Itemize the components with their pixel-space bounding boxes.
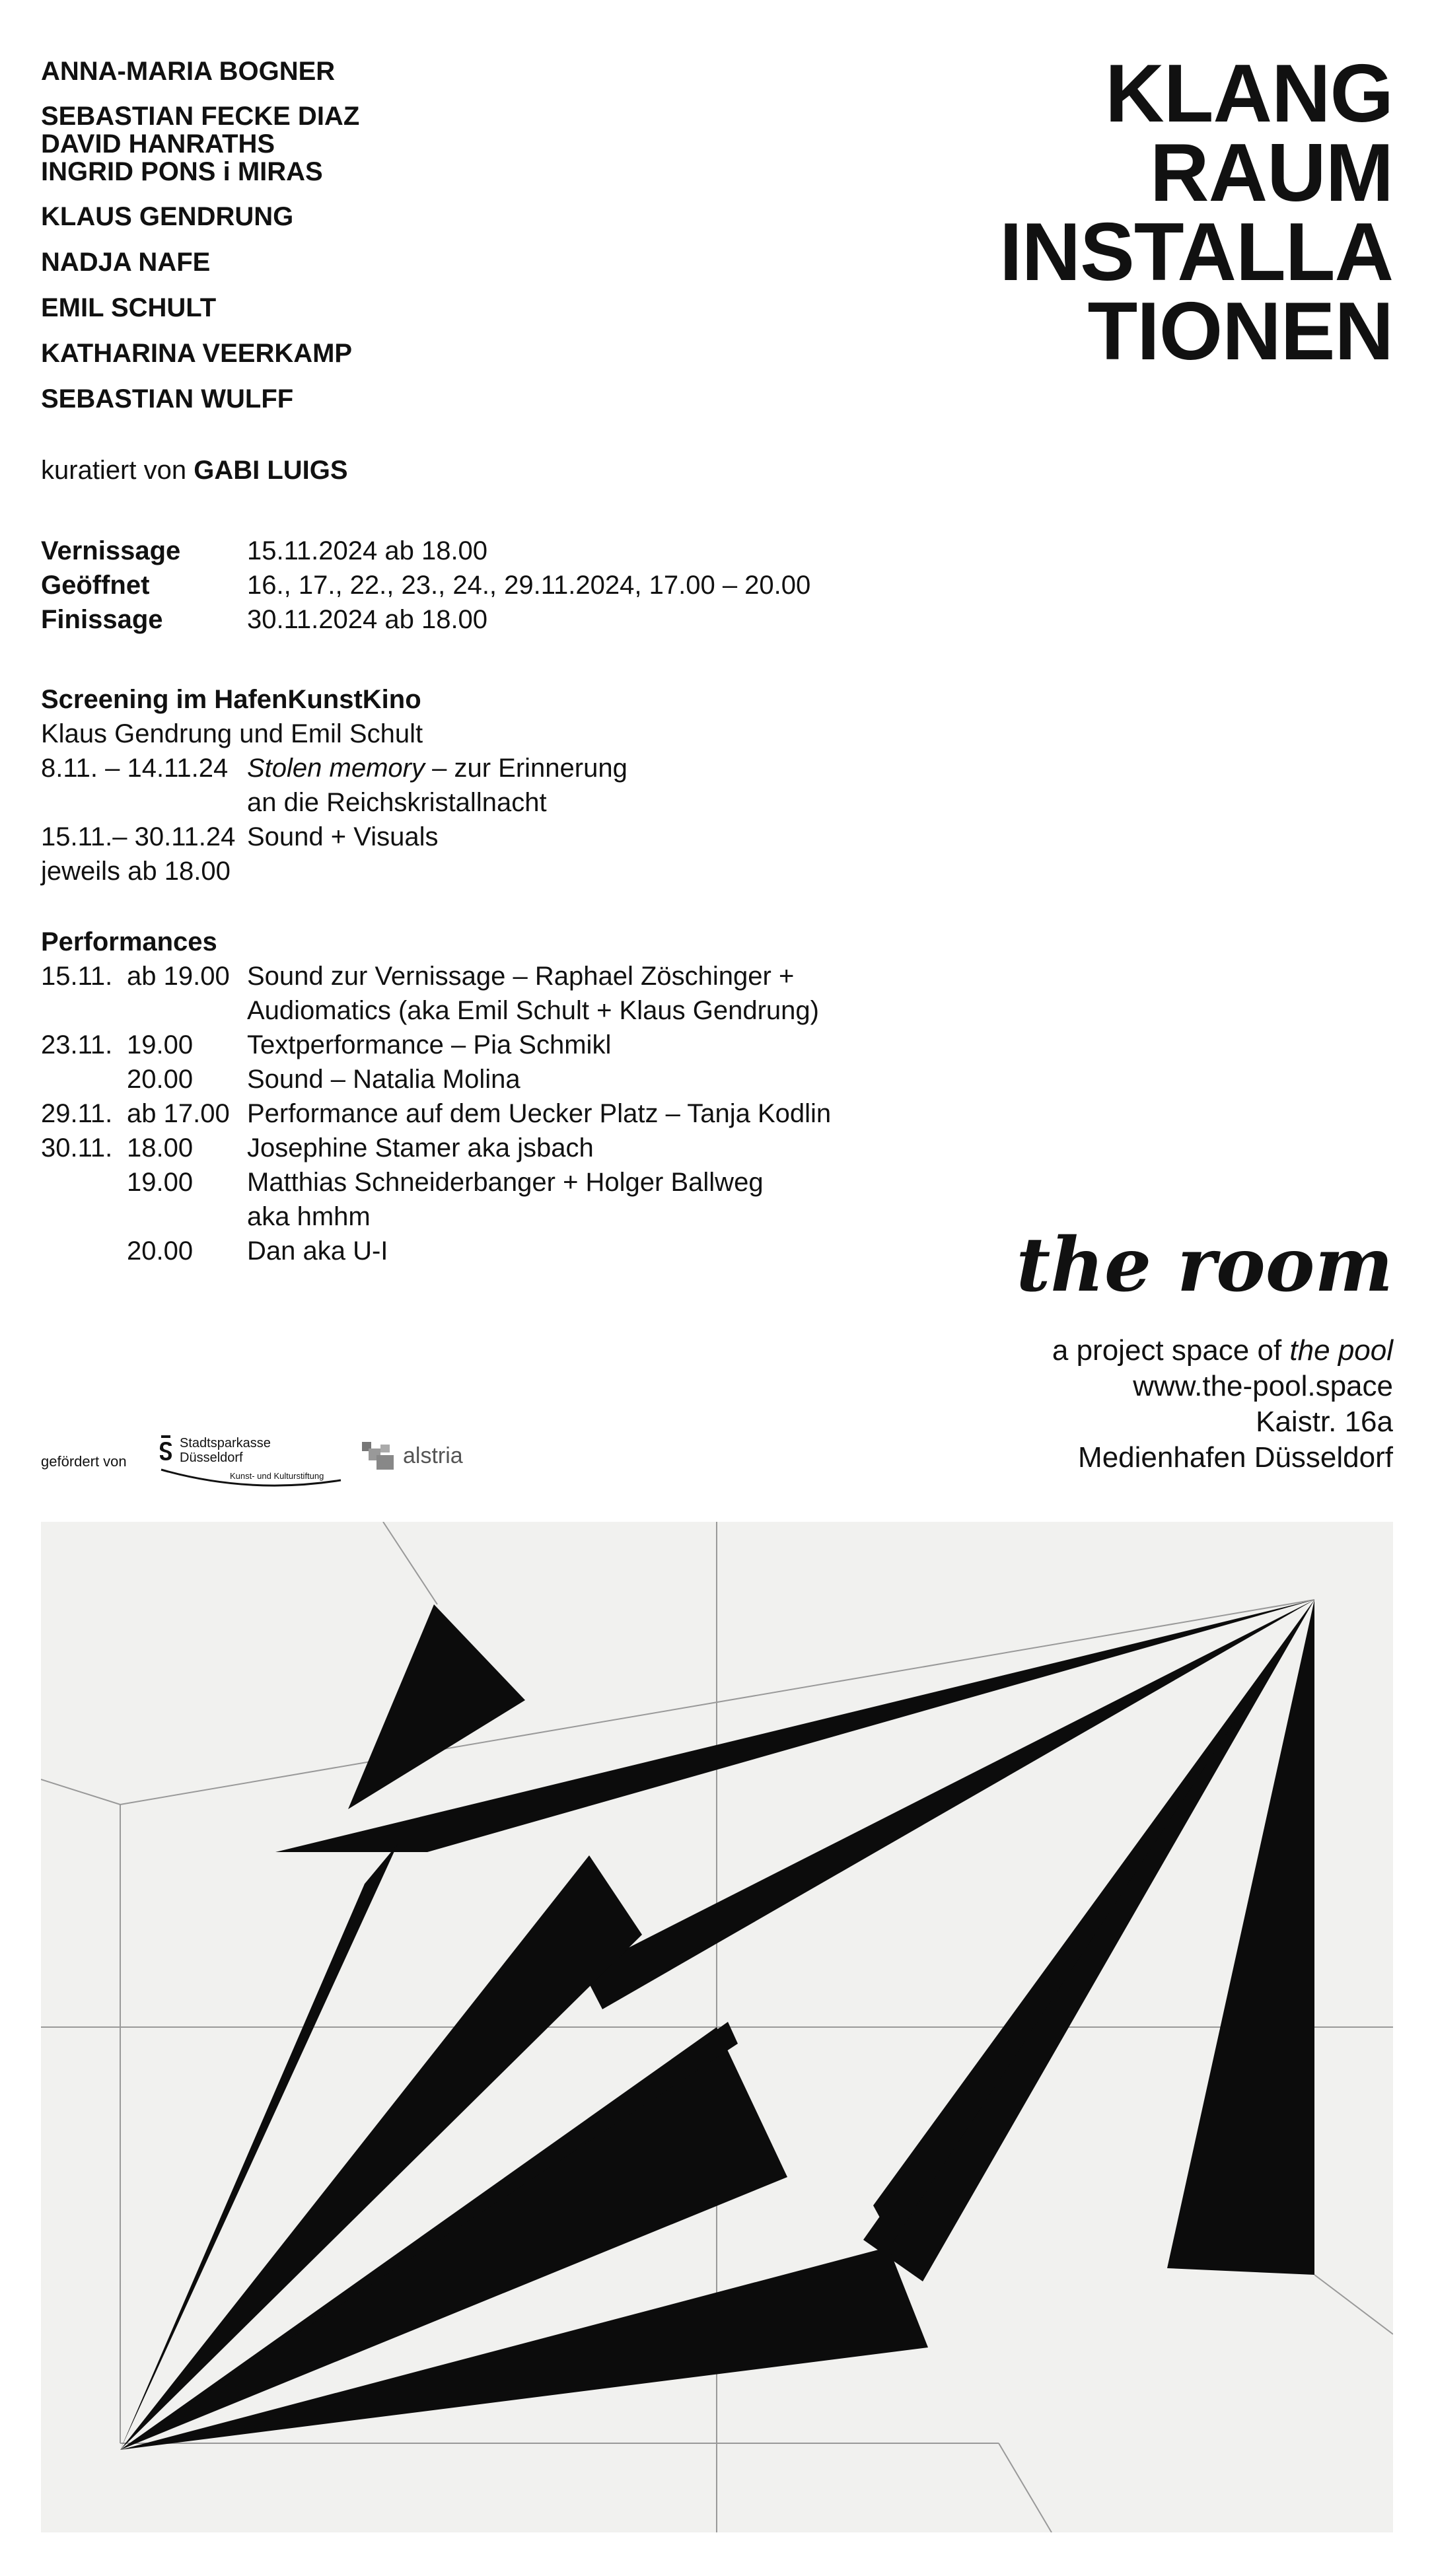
venue-tagline-prefix: a project space of [1052, 1334, 1290, 1367]
performance-date [41, 993, 127, 1028]
sponsor-label: gefördert von [41, 1453, 127, 1470]
date-label: Vernissage [41, 536, 181, 565]
venue-district: Medienhafen Düsseldorf [1078, 1441, 1393, 1474]
artist-name: NADJA NAFE [41, 248, 211, 277]
performance-date: 29.11. [41, 1099, 113, 1128]
screening-block [41, 682, 627, 888]
performance-text: Textperformance – Pia Schmikl [247, 1030, 612, 1059]
date-row-vernissage [41, 534, 810, 568]
alstria-logo [361, 1437, 513, 1476]
artist-name: ANNA-MARIA BOGNER [41, 57, 336, 86]
title-line: TIONEN [1087, 286, 1393, 377]
performance-row [41, 1234, 831, 1268]
performance-time: 19.00 [127, 1030, 194, 1059]
exhibition-title [999, 48, 1393, 377]
sparkasse-name-line2: Düsseldorf [180, 1450, 243, 1465]
screening-item [41, 751, 627, 785]
title-line: KLANG [1105, 48, 1393, 139]
screening-artists: Klaus Gendrung und Emil Schult [41, 719, 423, 748]
curator-prefix: kuratiert von [41, 456, 187, 485]
venue-street: Kaistr. 16a [1256, 1406, 1393, 1438]
sparkasse-logo [157, 1429, 349, 1495]
screening-note: jeweils ab 18.00 [41, 857, 231, 886]
performance-time [127, 993, 247, 1028]
artist-name: EMIL SCHULT [41, 293, 217, 322]
artist-group [41, 102, 701, 186]
alstria-wordmark: alstria [403, 1443, 463, 1468]
date-value: 30.11.2024 ab 18.00 [247, 605, 488, 634]
performance-text: aka hmhm [247, 1202, 371, 1231]
curator-line [41, 456, 348, 485]
venue-info [1052, 1333, 1393, 1476]
dates-block [41, 534, 810, 637]
performance-date [41, 1165, 127, 1199]
alstria-mark-icon [362, 1442, 394, 1470]
performance-row [41, 959, 831, 993]
venue-tagline-pool: the pool [1289, 1334, 1393, 1367]
performance-date [41, 1199, 127, 1234]
date-row-finissage [41, 602, 810, 637]
date-label: Geöffnet [41, 571, 150, 600]
performance-row [41, 1199, 831, 1234]
performance-time: 20.00 [127, 1236, 194, 1266]
performance-time: 19.00 [127, 1168, 194, 1197]
screening-date: 8.11. – 14.11.24 [41, 754, 229, 783]
performance-text: Josephine Stamer aka jsbach [247, 1133, 594, 1163]
performance-time: ab 19.00 [127, 962, 230, 991]
performance-text: Dan aka U-I [247, 1236, 388, 1266]
date-value: 16., 17., 22., 23., 24., 29.11.2024, 17.00 – 20.00 [247, 571, 811, 600]
performance-row [41, 1062, 831, 1096]
performance-text: Performance auf dem Uecker Platz – Tanja Kodlin [247, 1099, 832, 1128]
sparkasse-name-line3: Kunst- und Kulturstiftung [230, 1471, 324, 1481]
performance-date: 30.11. [41, 1133, 113, 1163]
screening-film-subtitle-line2: an die Reichskristallnacht [247, 788, 547, 817]
screening-film-subtitle: – zur Erinnerung [424, 754, 627, 783]
performance-row [41, 1096, 831, 1131]
performance-row [41, 993, 831, 1028]
performance-time: ab 17.00 [127, 1099, 230, 1128]
performance-date: 23.11. [41, 1030, 113, 1059]
date-row-open [41, 568, 810, 602]
performance-text: Matthias Schneiderbanger + Holger Ballweg [247, 1168, 764, 1197]
performance-time: 20.00 [127, 1065, 194, 1094]
curator-name: GABI LUIGS [194, 456, 348, 485]
artist-name: INGRID PONS i MIRAS [41, 157, 323, 186]
venue-logo: the room [1016, 1222, 1393, 1308]
screening-item-text: Sound + Visuals [247, 822, 439, 851]
screening-film-title: Stolen memory [247, 754, 425, 783]
performance-date [41, 1234, 127, 1268]
screening-title: Screening im HafenKunstKino [41, 685, 421, 714]
performance-row [41, 1165, 831, 1199]
performance-date: 15.11. [41, 962, 113, 991]
artist-name: KLAUS GENDRUNG [41, 202, 294, 231]
sparkasse-s-icon [160, 1435, 172, 1460]
performances-title: Performances [41, 927, 217, 956]
date-label: Finissage [41, 605, 163, 634]
screening-item [41, 820, 627, 854]
title-line: INSTALLA [999, 207, 1393, 298]
performance-time [127, 1199, 247, 1234]
title-line: RAUM [1150, 127, 1393, 219]
performance-time: 18.00 [127, 1133, 194, 1163]
performance-text: Audiomatics (aka Emil Schult + Klaus Gendrung) [247, 996, 819, 1025]
venue-website[interactable]: www.the-pool.space [1133, 1370, 1393, 1402]
sparkasse-name-line1: Stadtsparkasse [180, 1436, 271, 1450]
performance-text: Sound zur Vernissage – Raphael Zöschinger + [247, 962, 795, 991]
performance-row [41, 1131, 831, 1165]
geometric-artwork [41, 1522, 1393, 2532]
artist-name: SEBASTIAN FECKE DIAZ [41, 102, 360, 131]
venue-tagline [1052, 1333, 1393, 1369]
artist-name: KATHARINA VEERKAMP [41, 339, 353, 368]
artist-list [41, 57, 701, 430]
performance-row [41, 1028, 831, 1062]
artist-name: DAVID HANRATHS [41, 129, 275, 159]
artist-name: SEBASTIAN WULFF [41, 384, 294, 413]
performance-date [41, 1062, 127, 1096]
screening-date: 15.11.– 30.11.24 [41, 822, 236, 851]
performance-text: Sound – Natalia Molina [247, 1065, 520, 1094]
performances-block [41, 925, 831, 1268]
date-value: 15.11.2024 ab 18.00 [247, 536, 488, 565]
